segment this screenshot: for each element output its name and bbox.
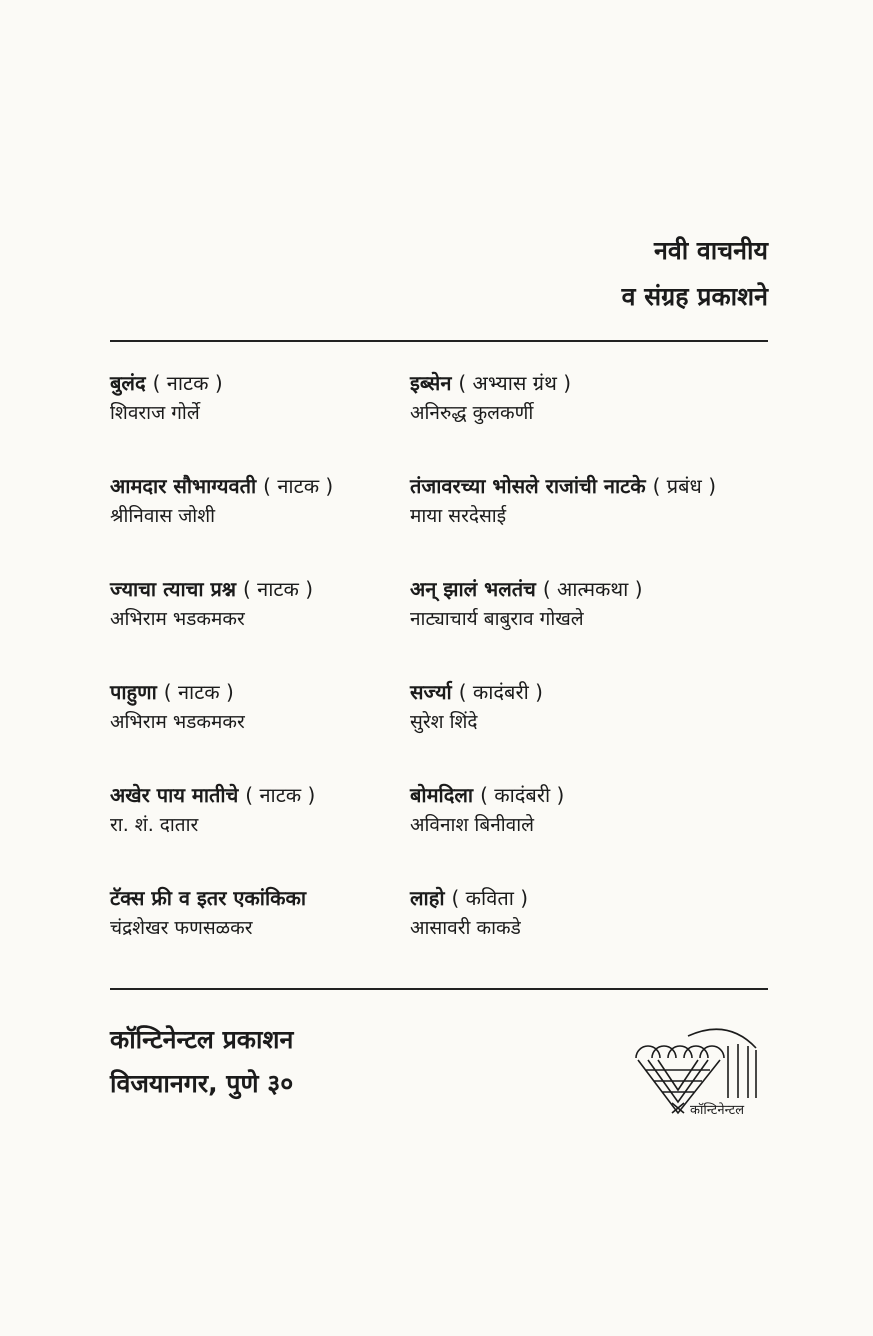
book-author: अनिरुद्ध कुलकर्णी (410, 402, 534, 424)
book-entry (110, 780, 410, 883)
book-title: ज्याचा त्याचा प्रश्न (110, 577, 237, 601)
book-genre: ( नाटक ) (245, 783, 316, 807)
book-title-line (410, 780, 770, 810)
book-author: सुरेश शिंदे (410, 711, 478, 733)
book-title-line (110, 883, 410, 913)
book-title-line (410, 368, 770, 398)
book-title-line (410, 677, 770, 707)
book-author: शिवराज गोर्ले (110, 402, 200, 424)
book-entry (110, 677, 410, 780)
book-title: टॅक्स फ्री व इतर एकांकिका (110, 886, 307, 910)
bottom-divider (110, 988, 768, 990)
book-entry (410, 883, 770, 986)
book-title-line (110, 471, 410, 501)
book-author: अविनाश बिनीवाले (410, 814, 535, 836)
book-author: नाट्याचार्य बाबुराव गोखले (410, 608, 584, 630)
book-entry (110, 574, 410, 677)
book-title: तंजावरच्या भोसले राजांची नाटके (410, 474, 646, 498)
book-author: अभिराम भडकमकर (110, 711, 245, 733)
publisher-address: विजयानगर, पुणे ३० (110, 1069, 294, 1098)
book-entry (410, 677, 770, 780)
book-entry (110, 471, 410, 574)
book-genre: ( नाटक ) (263, 474, 334, 498)
book-genre: ( प्रबंध ) (652, 474, 716, 498)
book-author: आसावरी काकडे (410, 917, 521, 939)
book-author: चंद्रशेखर फणसळकर (110, 917, 253, 939)
book-list (110, 368, 770, 986)
book-title: बुलंद (110, 371, 146, 395)
book-genre: ( नाटक ) (242, 577, 314, 601)
book-title: लाहो (410, 886, 445, 910)
book-title: आमदार सौभाग्यवती (110, 474, 257, 498)
book-title-line (410, 471, 770, 501)
book-title: अखेर पाय मातीचे (110, 783, 239, 807)
book-entry (410, 780, 770, 883)
book-genre: ( आत्मकथा ) (542, 577, 643, 601)
catalog-heading-line-1: नवी वाचनीय (653, 236, 768, 265)
book-genre: ( नाटक ) (152, 371, 223, 395)
publisher-name: कॉन्टिनेन्टल प्रकाशन (110, 1025, 294, 1054)
book-author: अभिराम भडकमकर (110, 608, 245, 630)
book-author: रा. शं. दातार (110, 814, 199, 836)
book-title: सर्ज्या (410, 680, 452, 704)
book-genre: ( कादंबरी ) (458, 680, 543, 704)
book-genre: ( कादंबरी ) (480, 783, 565, 807)
book-author: श्रीनिवास जोशी (110, 505, 216, 527)
catalog-heading-line-2: व संग्रह प्रकाशने (621, 282, 768, 311)
book-genre: ( कविता ) (451, 886, 529, 910)
book-entry (410, 574, 770, 677)
book-title-line (110, 574, 410, 604)
catalog-heading (622, 228, 768, 320)
book-entry (410, 471, 770, 574)
book-title-line (410, 883, 770, 913)
publisher-logo-icon (628, 1018, 768, 1128)
book-entry (110, 368, 410, 471)
book-title-line (110, 677, 410, 707)
book-title: बोमदिला (410, 783, 474, 807)
publisher-block (110, 1018, 293, 1106)
book-title: पाहुणा (110, 680, 157, 704)
book-title: अन् झालं भलतंच (410, 577, 536, 601)
book-genre: ( अभ्यास ग्रंथ ) (458, 371, 572, 395)
book-title: इब्सेन (410, 371, 452, 395)
book-entry (110, 883, 410, 986)
book-title-line (110, 368, 410, 398)
publisher-logo-caption: कॉन्टिनेन्टल (690, 1103, 745, 1118)
book-entry (410, 368, 770, 471)
book-title-line (410, 574, 770, 604)
book-title-line (110, 780, 410, 810)
book-genre: ( नाटक ) (163, 680, 234, 704)
top-divider (110, 340, 768, 342)
book-author: माया सरदेसाई (410, 505, 507, 527)
